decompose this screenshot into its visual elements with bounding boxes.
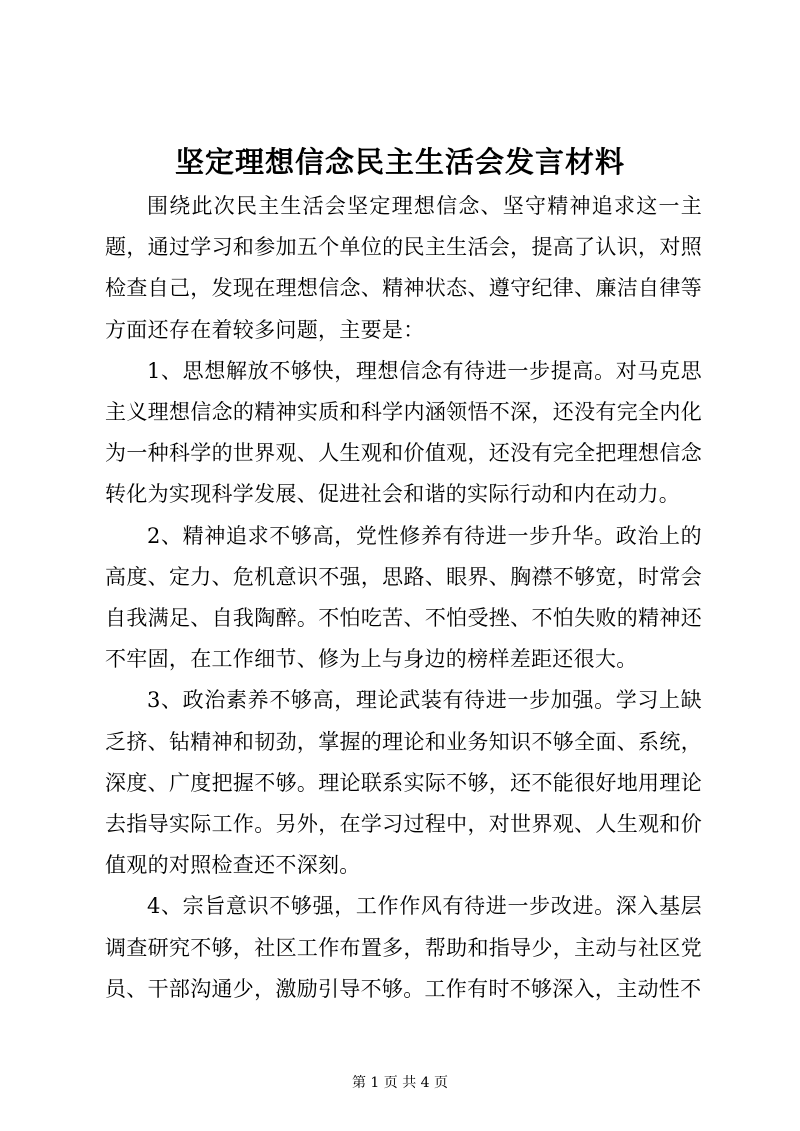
paragraph-item-3: 3、政治素养不够高，理论武装有待进一步加强。学习上缺乏挤、钻精神和韧劲，掌握的理论和业务知识不够全面、系统，深度、广度把握不够。理论联系实际不够，还不能很好地用理论去指导实际工作。另外，在学习过程中，对世界观、人生观和价值观的对照检查还不深刻。 — [105, 688, 702, 878]
paragraph-intro: 围绕此次民主生活会坚定理想信念、坚守精神追求这一主题，通过学习和参加五个单位的民主生活会，提高了认识，对照检查自己，发现在理想信念、精神状态、遵守纪律、廉洁自律等方面还存在着较多问题，主要是： — [105, 194, 702, 342]
document-title: 坚定理想信念民主生活会发言材料 — [174, 145, 625, 179]
document-body — [105, 186, 702, 1010]
paragraph-item-2: 2、精神追求不够高，党性修养有待进一步升华。政治上的高度、定力、危机意识不强，思路、眼界、胸襟不够宽，时常会自我满足、自我陶醉。不怕吃苦、不怕受挫、不怕失败的精神还不牢固，在工作细节、修为上与身边的榜样差距还很大。 — [105, 523, 702, 672]
paragraph-item-4: 4、宗旨意识不够强，工作作风有待进一步改进。深入基层调查研究不够，社区工作布置多，帮助和指导少，主动与社区党员、干部沟通少，激励引导不够。工作有时不够深入，主动性不 — [105, 894, 702, 1001]
paragraph-item-1: 1、思想解放不够快，理想信念有待进一步提高。对马克思主义理想信念的精神实质和科学内涵领悟不深，还没有完全内化为一种科学的世界观、人生观和价值观，还没有完全把理想信念转化为实现科学发展、促进社会和谐的实际行动和内在动力。 — [105, 358, 702, 507]
page-number-footer: 第 1 页 共 4 页 — [351, 1075, 449, 1091]
